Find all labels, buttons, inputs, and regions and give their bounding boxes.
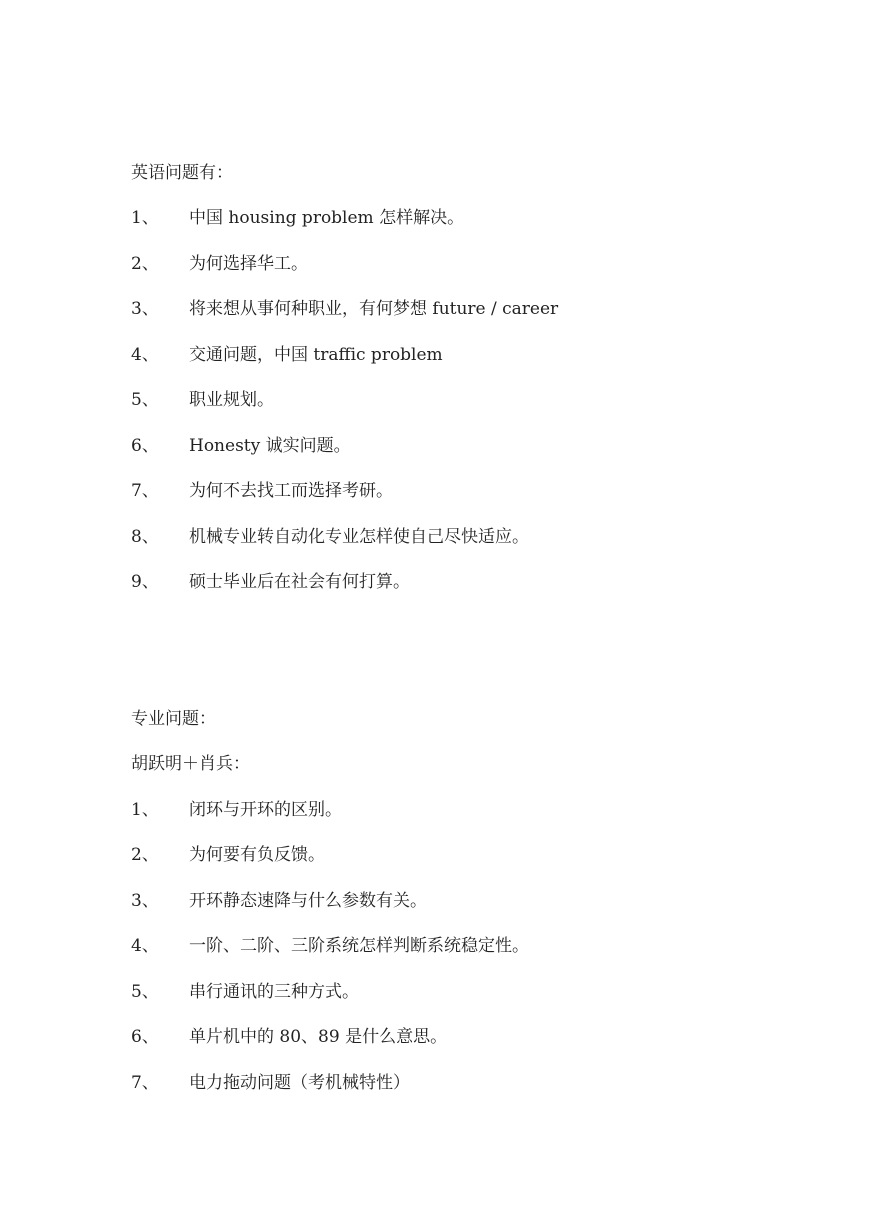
item-number: 4、 [131,936,159,956]
item-text: 职业规划。 [189,390,274,410]
item-text: 一阶、二阶、三阶系统怎样判断系统稳定性。 [189,936,529,956]
item-text: 电力拖动问题（考机械特性） [189,1073,410,1093]
item-text: 串行通讯的三种方式。 [189,982,359,1002]
list-item [131,526,529,548]
item-number: 6、 [131,436,159,456]
professional-heading: 专业问题： [131,709,216,729]
item-number: 5、 [131,982,159,1002]
english-heading: 英语问题有： [131,163,233,183]
item-text: 机械专业转自动化专业怎样使自己尽快适应。 [189,527,529,547]
list-item [131,890,427,912]
item-text: 开环静态速降与什么参数有关。 [189,891,427,911]
item-text: 将来想从事何种职业，有何梦想 future / career [189,299,559,319]
list-item [131,480,393,502]
item-number: 3、 [131,891,159,911]
professional-subheading: 胡跃明＋肖兵： [131,754,250,774]
list-item [131,844,325,866]
item-text: 单片机中的 80、89 是什么意思。 [189,1027,448,1047]
item-number: 2、 [131,254,159,274]
item-number: 2、 [131,845,159,865]
item-text: 为何选择华工。 [189,254,308,274]
item-number: 9、 [131,572,159,592]
list-item [131,298,558,320]
item-text: 硕士毕业后在社会有何打算。 [189,572,410,592]
item-number: 8、 [131,527,159,547]
list-item [131,981,359,1003]
item-number: 7、 [131,481,159,501]
item-text: 闭环与开环的区别。 [189,800,342,820]
list-item [131,253,308,275]
item-number: 5、 [131,390,159,410]
item-text: Honesty 诚实问题。 [189,436,351,456]
list-item [131,935,529,957]
item-number: 6、 [131,1027,159,1047]
list-item [131,1026,447,1048]
item-text: 为何要有负反馈。 [189,845,325,865]
list-item [131,389,274,411]
item-number: 3、 [131,299,159,319]
item-text: 中国 housing problem 怎样解决。 [189,208,465,228]
list-item [131,207,464,229]
item-number: 4、 [131,345,159,365]
list-item [131,1072,410,1094]
list-item [131,344,443,366]
item-text: 为何不去找工而选择考研。 [189,481,393,501]
item-number: 1、 [131,800,159,820]
list-item [131,435,351,457]
item-number: 7、 [131,1073,159,1093]
list-item [131,799,342,821]
item-text: 交通问题，中国 traffic problem [189,345,443,365]
item-number: 1、 [131,208,159,228]
list-item [131,571,410,593]
